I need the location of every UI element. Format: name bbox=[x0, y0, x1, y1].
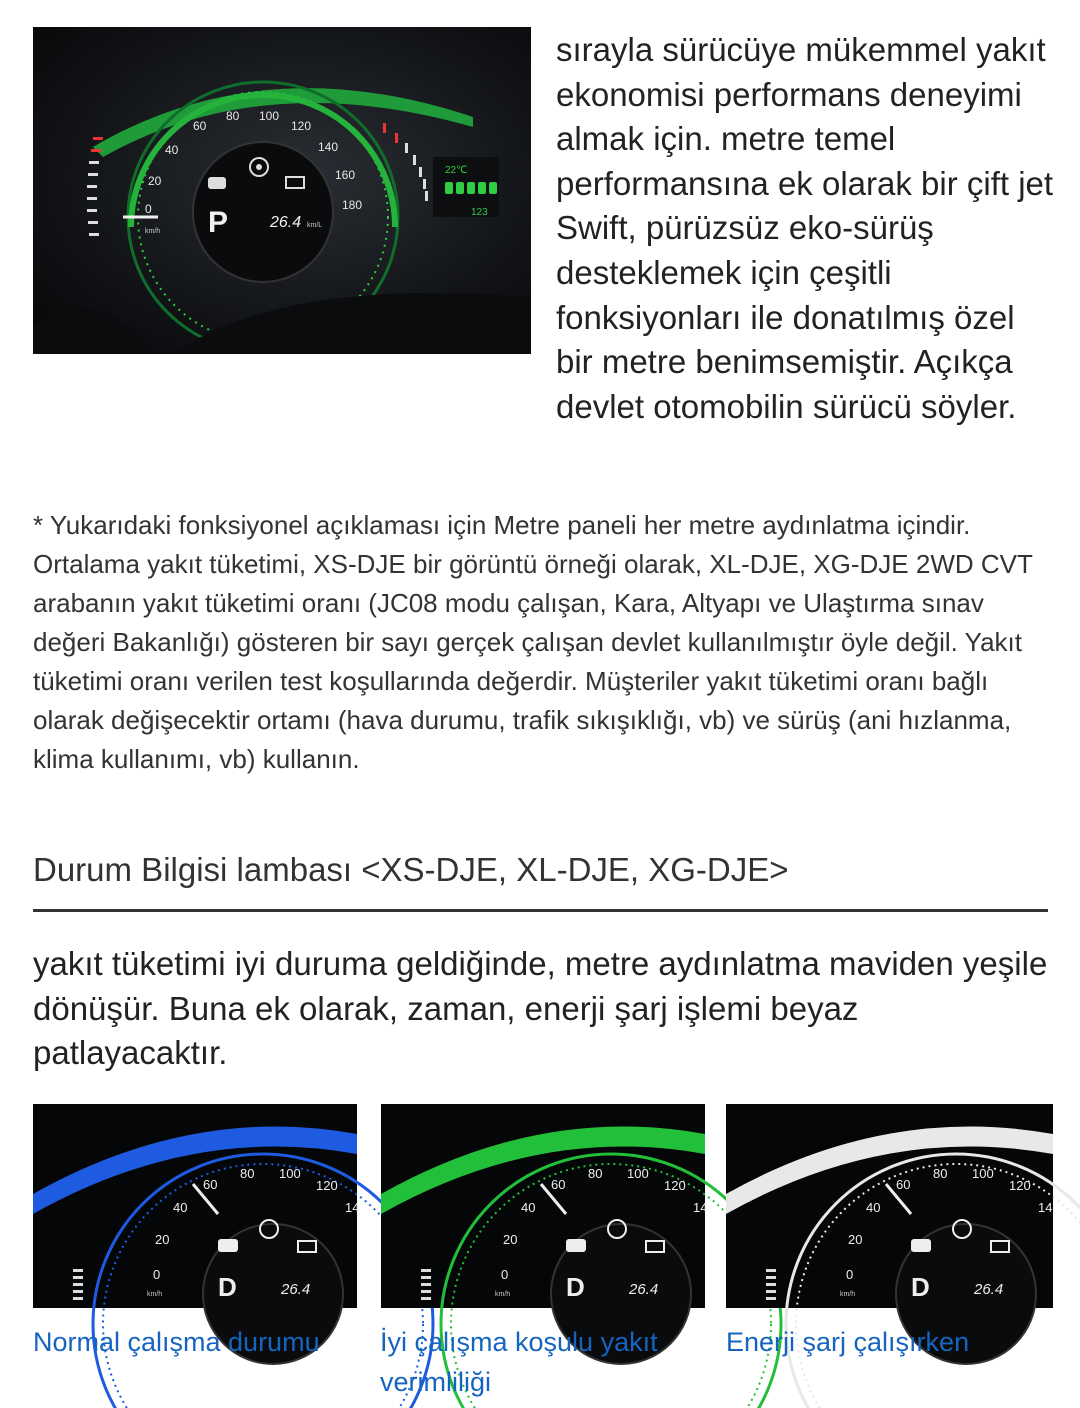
gauge-tick-label: 20 bbox=[148, 174, 162, 188]
svg-text:0: 0 bbox=[501, 1267, 509, 1282]
svg-text:40: 40 bbox=[173, 1200, 188, 1215]
svg-text:km/h: km/h bbox=[147, 1291, 163, 1298]
svg-text:14: 14 bbox=[1038, 1200, 1053, 1215]
svg-text:100: 100 bbox=[627, 1166, 649, 1181]
thumb-eco-image bbox=[381, 1104, 708, 1308]
engine-icon bbox=[218, 1239, 238, 1252]
svg-text:80: 80 bbox=[240, 1166, 255, 1181]
svg-text:0: 0 bbox=[153, 1267, 161, 1282]
svg-text:20: 20 bbox=[848, 1232, 863, 1247]
svg-text:80: 80 bbox=[933, 1166, 948, 1181]
gauge-tick-label: 80 bbox=[226, 109, 240, 123]
section-description: yakıt tüketimi iyi duruma geldiğinde, metre aydınlatma maviden yeşile dönüşür. Buna ek olarak, zaman, enerji şarj işlemi beyaz patlayacaktır. bbox=[33, 945, 1048, 1072]
svg-text:40: 40 bbox=[521, 1200, 536, 1215]
svg-text:14: 14 bbox=[693, 1200, 708, 1215]
section-divider bbox=[33, 909, 1048, 912]
odometer-readout: 123 bbox=[471, 207, 488, 218]
fuel-economy-readout: 26.4 bbox=[281, 1281, 311, 1298]
engine-icon bbox=[911, 1239, 931, 1252]
caption-charging-link[interactable]: Enerji şarj çalışırken bbox=[726, 1327, 970, 1357]
svg-text:0: 0 bbox=[846, 1267, 854, 1282]
thumb-normal-image bbox=[33, 1104, 360, 1308]
footnote-text: * Yukarıdaki fonksiyonel açıklaması için Metre paneli her metre aydınlatma içindir. Ortalama yakıt tüketimi, XS-DJE bir görüntü örneği olarak, XL-DJE, XG-DJE 2WD CVT arabanın yakıt tüketimi oranı (JC08 modu çalışan, Kara, Altyapı ve Ulaştırma sınav değeri Bakanlığı) gösteren bir sayı gerçek çalışan devlet kullanılmıştır öyle değil. Yakıt tüketimi oranı verilen test koşullarında değerdir. Müşteriler yakıt tüketimi oranı bağlı olarak değişecektir ortamı (hava durumu, trafik sıkışıklığı, vb) ve sürüş (ani hızlanma, klima kullanımı, vb) kullanın. bbox=[33, 510, 1033, 774]
gauge-tick-label: 180 bbox=[342, 198, 363, 212]
gear-indicator: D bbox=[911, 1272, 930, 1302]
gear-indicator: D bbox=[566, 1272, 585, 1302]
engine-icon bbox=[208, 177, 226, 189]
svg-text:60: 60 bbox=[203, 1177, 218, 1192]
gauge-tick-label: 140 bbox=[318, 140, 339, 154]
caption-eco-link[interactable]: İyi çalışma koşulu yakıt verimliliği bbox=[380, 1327, 658, 1397]
hero-description: sırayla sürücüye mükemmel yakıt ekonomisi performans deneyimi almak için. metre temel performansına ek olarak bir çift jet Swift, pürüzsüz eko-sürüş desteklemek için çeşitli fonksiyonları ile donatılmış özel bir metre benimsemiştir. Açıkça devlet otomobilin sürücü söyler. bbox=[556, 31, 1054, 425]
caption-normal-link[interactable]: Normal çalışma durumu bbox=[33, 1327, 320, 1357]
svg-text:100: 100 bbox=[972, 1166, 994, 1181]
svg-text:60: 60 bbox=[551, 1177, 566, 1192]
svg-text:km/h: km/h bbox=[495, 1291, 511, 1298]
fuel-economy-readout: 26.4 bbox=[270, 214, 302, 231]
svg-text:0: 0 bbox=[145, 202, 152, 216]
section-title: Durum Bilgisi lambası <XS-DJE, XL-DJE, XG-DJE> bbox=[33, 851, 789, 888]
thumb-charging-image bbox=[726, 1104, 1053, 1308]
svg-text:40: 40 bbox=[866, 1200, 881, 1215]
svg-text:120: 120 bbox=[1009, 1178, 1031, 1193]
temperature-readout: 22℃ bbox=[445, 165, 468, 176]
gear-indicator: P bbox=[208, 206, 229, 239]
svg-text:60: 60 bbox=[896, 1177, 911, 1192]
svg-text:20: 20 bbox=[503, 1232, 518, 1247]
eco-level-leds bbox=[445, 182, 497, 194]
engine-icon bbox=[566, 1239, 586, 1252]
svg-text:km/h: km/h bbox=[840, 1291, 856, 1298]
gauge-tick-label: 100 bbox=[259, 109, 280, 123]
gauge-tick-label: 120 bbox=[291, 119, 312, 133]
svg-text:14: 14 bbox=[345, 1200, 360, 1215]
svg-text:100: 100 bbox=[279, 1166, 301, 1181]
svg-text:km/L: km/L bbox=[307, 222, 323, 229]
gauge-tick-label: 60 bbox=[193, 119, 207, 133]
gauge-tick-label: 40 bbox=[165, 143, 179, 157]
svg-text:120: 120 bbox=[316, 1178, 338, 1193]
fuel-economy-readout: 26.4 bbox=[629, 1281, 659, 1298]
gear-indicator: D bbox=[218, 1272, 237, 1302]
hero-dashboard-image bbox=[33, 27, 531, 354]
svg-text:20: 20 bbox=[155, 1232, 170, 1247]
speed-unit: km/h bbox=[145, 228, 161, 235]
svg-text:120: 120 bbox=[664, 1178, 686, 1193]
svg-text:80: 80 bbox=[588, 1166, 603, 1181]
gauge-tick-label: 160 bbox=[335, 168, 356, 182]
fuel-economy-readout: 26.4 bbox=[974, 1281, 1004, 1298]
